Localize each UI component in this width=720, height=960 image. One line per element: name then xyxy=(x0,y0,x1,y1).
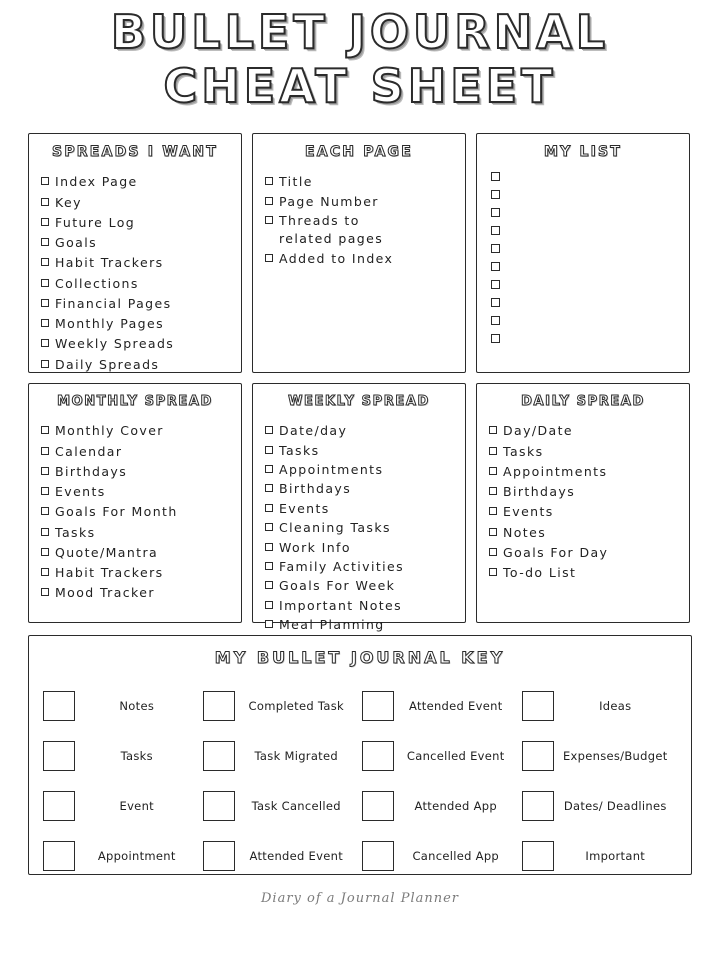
checkbox-icon[interactable] xyxy=(41,548,49,556)
box-title-each-page: EACH PAGE xyxy=(305,144,413,161)
checkbox-icon[interactable] xyxy=(491,172,500,181)
checkbox-icon[interactable] xyxy=(265,543,273,551)
list-item-label: Meal Planning xyxy=(279,617,385,633)
list-item-label: Goals For Day xyxy=(503,544,609,560)
page-title xyxy=(0,0,720,111)
key-entry[interactable] xyxy=(522,781,678,831)
key-symbol-box-icon[interactable] xyxy=(43,841,75,871)
key-entry-label: Attended Event xyxy=(408,699,503,714)
title-line-1: BULLET JOURNAL xyxy=(110,5,610,59)
checkbox-icon[interactable] xyxy=(491,316,500,325)
list-item[interactable] xyxy=(41,523,229,543)
checkbox-icon[interactable] xyxy=(491,244,500,253)
list-item[interactable] xyxy=(265,172,453,191)
checkbox-icon[interactable] xyxy=(265,446,273,454)
checkbox-icon[interactable] xyxy=(41,507,49,515)
list-item[interactable] xyxy=(41,543,229,563)
list-item-label: Important Notes xyxy=(279,597,403,613)
list-item-label: Events xyxy=(279,500,330,516)
key-entry-label: Attended Event xyxy=(249,849,344,864)
list-item[interactable] xyxy=(41,233,229,253)
list-item[interactable] xyxy=(41,482,229,502)
checkbox-icon[interactable] xyxy=(41,258,49,266)
key-entry[interactable] xyxy=(203,831,359,881)
checkbox-icon[interactable] xyxy=(491,334,500,343)
list-item[interactable] xyxy=(41,172,229,192)
checkbox-icon[interactable] xyxy=(265,601,273,609)
list-item-label: Goals For Month xyxy=(55,504,178,520)
key-entry[interactable] xyxy=(203,681,359,731)
list-item-label: Tasks xyxy=(55,524,96,540)
key-symbol-box-icon[interactable] xyxy=(43,791,75,821)
list-item[interactable] xyxy=(265,460,453,479)
key-symbol-box-icon[interactable] xyxy=(362,791,394,821)
box-title-weekly-spread: WEEKLY SPREAD xyxy=(288,394,430,410)
key-entry-label: Appointment xyxy=(97,849,176,864)
checkbox-icon[interactable] xyxy=(265,254,273,262)
key-symbol-box-icon[interactable] xyxy=(203,791,235,821)
list-item-label: Future Log xyxy=(55,214,136,230)
my-list-blank-lines xyxy=(489,172,677,343)
key-title: MY BULLET JOURNAL KEY xyxy=(214,648,506,668)
checkbox-icon[interactable] xyxy=(265,620,273,628)
key-symbol-box-icon[interactable] xyxy=(203,741,235,771)
key-symbol-box-icon[interactable] xyxy=(203,841,235,871)
checkbox-icon[interactable] xyxy=(489,467,497,475)
list-item[interactable] xyxy=(41,314,229,334)
key-symbol-box-icon[interactable] xyxy=(362,841,394,871)
checkbox-icon[interactable] xyxy=(265,426,273,434)
list-item[interactable] xyxy=(41,274,229,294)
list-item[interactable] xyxy=(489,462,677,482)
list-item[interactable] xyxy=(489,543,677,563)
key-entry[interactable] xyxy=(43,731,199,781)
checkbox-icon[interactable] xyxy=(41,426,49,434)
list-item[interactable] xyxy=(41,294,229,314)
list-item-label: Page Number xyxy=(279,193,379,209)
list-item-label: Habit Trackers xyxy=(55,565,164,581)
list-item[interactable] xyxy=(265,479,453,498)
list-item-label: Monthly Pages xyxy=(55,316,164,332)
list-item-label: Quote/Mantra xyxy=(55,544,159,560)
key-symbol-box-icon[interactable] xyxy=(203,691,235,721)
list-item-label: Calendar xyxy=(55,443,123,459)
checkbox-icon[interactable] xyxy=(41,360,49,368)
list-item[interactable] xyxy=(41,355,229,375)
list-item-label: Key xyxy=(55,194,82,210)
each-page-list xyxy=(265,172,453,230)
key-entry[interactable] xyxy=(362,681,518,731)
list-item-label: Events xyxy=(503,504,554,520)
list-item[interactable] xyxy=(265,211,453,230)
checkbox-icon[interactable] xyxy=(491,298,500,307)
list-item[interactable] xyxy=(41,421,229,441)
key-entry-label: Expenses/Budget xyxy=(562,749,668,764)
checkbox-icon[interactable] xyxy=(41,467,49,475)
key-entry[interactable] xyxy=(362,831,518,881)
key-symbol-box-icon[interactable] xyxy=(362,691,394,721)
checkbox-icon[interactable] xyxy=(41,588,49,596)
list-item[interactable] xyxy=(265,615,453,634)
box-daily-spread xyxy=(476,383,690,623)
list-item-label: Index Page xyxy=(55,174,138,190)
list-item[interactable] xyxy=(41,193,229,213)
checkbox-icon[interactable] xyxy=(41,319,49,327)
bullet-journal-key-box xyxy=(28,635,692,875)
spreads-i-want-list xyxy=(41,172,229,375)
list-item-label: Notes xyxy=(503,524,547,540)
box-my-list xyxy=(476,133,690,373)
box-weekly-spread xyxy=(252,383,466,633)
list-item-label: Habit Trackers xyxy=(55,255,164,271)
checkbox-icon[interactable] xyxy=(41,198,49,206)
list-item-label: Cleaning Tasks xyxy=(279,520,391,536)
list-item-label: Monthly Cover xyxy=(55,423,164,439)
list-item-label: Tasks xyxy=(503,443,544,459)
list-item-label: Family Activities xyxy=(279,558,405,574)
key-entry[interactable] xyxy=(43,781,199,831)
box-title-my-list: MY LIST xyxy=(543,144,623,161)
each-page-list-cont xyxy=(265,249,453,268)
key-symbol-box-icon[interactable] xyxy=(522,841,554,871)
checkbox-icon[interactable] xyxy=(41,177,49,185)
list-item[interactable] xyxy=(41,334,229,354)
list-item[interactable] xyxy=(41,442,229,462)
list-item[interactable] xyxy=(41,563,229,583)
list-item-label: Financial Pages xyxy=(55,295,172,311)
checkbox-icon[interactable] xyxy=(489,426,497,434)
list-item[interactable] xyxy=(41,502,229,522)
checkbox-icon[interactable] xyxy=(491,226,500,235)
list-item[interactable] xyxy=(489,502,677,522)
checkbox-icon[interactable] xyxy=(491,190,500,199)
list-item[interactable] xyxy=(41,462,229,482)
key-entry[interactable] xyxy=(43,831,199,881)
list-item-label: Appointments xyxy=(279,462,384,478)
key-entry[interactable] xyxy=(522,681,678,731)
list-item[interactable] xyxy=(265,557,453,576)
list-item-label: Threads to xyxy=(279,213,360,229)
daily-spread-list xyxy=(489,421,677,583)
key-entry-label: Ideas xyxy=(599,699,632,714)
key-entry-label: Task Migrated xyxy=(254,749,338,764)
key-entry-label: Event xyxy=(119,799,154,814)
checkbox-icon[interactable] xyxy=(41,568,49,576)
key-entry-label: Attended App xyxy=(414,799,497,814)
list-item[interactable] xyxy=(265,576,453,595)
checkbox-icon[interactable] xyxy=(41,218,49,226)
list-item-label: Day/Date xyxy=(503,423,573,439)
list-item-label: Title xyxy=(279,174,313,190)
checkbox-icon[interactable] xyxy=(489,548,497,556)
checkbox-icon[interactable] xyxy=(265,523,273,531)
key-symbol-box-icon[interactable] xyxy=(362,741,394,771)
key-entry-label: Dates/ Deadlines xyxy=(563,799,667,814)
checkbox-icon[interactable] xyxy=(489,447,497,455)
checkbox-icon[interactable] xyxy=(491,208,500,217)
key-entry[interactable] xyxy=(203,731,359,781)
list-item-label: Daily Spreads xyxy=(55,356,160,372)
list-item[interactable] xyxy=(265,518,453,537)
key-symbol-box-icon[interactable] xyxy=(522,791,554,821)
checkbox-icon[interactable] xyxy=(265,581,273,589)
checkbox-icon[interactable] xyxy=(265,197,273,205)
checkbox-icon[interactable] xyxy=(489,487,497,495)
checkbox-icon[interactable] xyxy=(265,484,273,492)
checkbox-icon[interactable] xyxy=(265,177,273,185)
box-title-daily-spread: DAILY SPREAD xyxy=(521,394,645,410)
list-item-label: Weekly Spreads xyxy=(55,336,175,352)
list-item[interactable] xyxy=(265,538,453,557)
box-monthly-spread xyxy=(28,383,242,623)
key-entry-label: Task Cancelled xyxy=(251,799,341,814)
list-item-label: Date/day xyxy=(279,423,348,439)
key-entry-label: Important xyxy=(585,849,646,864)
list-item-label: Mood Tracker xyxy=(55,585,155,601)
checkbox-icon[interactable] xyxy=(41,339,49,347)
box-each-page xyxy=(252,133,466,373)
key-entry[interactable] xyxy=(203,781,359,831)
checkbox-icon[interactable] xyxy=(41,279,49,287)
list-item[interactable] xyxy=(265,421,453,440)
list-item[interactable] xyxy=(265,441,453,460)
list-item[interactable] xyxy=(489,563,677,583)
checkbox-icon[interactable] xyxy=(41,528,49,536)
list-item-label: Work Info xyxy=(279,539,351,555)
list-item-label: Events xyxy=(55,484,106,500)
list-item-label: Appointments xyxy=(503,463,608,479)
list-item[interactable] xyxy=(265,192,453,211)
key-entry[interactable] xyxy=(522,731,678,781)
list-item[interactable] xyxy=(41,213,229,233)
list-item-label: Birthdays xyxy=(279,481,352,497)
key-grid xyxy=(43,681,677,881)
list-item[interactable] xyxy=(41,253,229,273)
monthly-spread-list xyxy=(41,421,229,603)
checkbox-icon[interactable] xyxy=(265,504,273,512)
key-entry-label: Tasks xyxy=(120,749,153,764)
key-entry-label: Cancelled Event xyxy=(406,749,505,764)
list-item[interactable] xyxy=(489,442,677,462)
list-item-label: Birthdays xyxy=(55,463,128,479)
list-item[interactable] xyxy=(41,583,229,603)
weekly-spread-list xyxy=(265,421,453,634)
list-item[interactable] xyxy=(265,249,453,268)
key-entry-label: Completed Task xyxy=(248,699,344,714)
key-entry[interactable] xyxy=(43,681,199,731)
key-symbol-box-icon[interactable] xyxy=(522,691,554,721)
box-spreads-i-want xyxy=(28,133,242,373)
list-item-label: To-do List xyxy=(503,565,577,581)
checkbox-icon[interactable] xyxy=(489,528,497,536)
key-symbol-box-icon[interactable] xyxy=(43,691,75,721)
list-item[interactable] xyxy=(489,421,677,441)
checkbox-icon[interactable] xyxy=(265,465,273,473)
key-symbol-box-icon[interactable] xyxy=(43,741,75,771)
list-item[interactable] xyxy=(265,499,453,518)
list-item-label: Added to Index xyxy=(279,251,394,267)
checkbox-icon[interactable] xyxy=(41,447,49,455)
checkbox-icon[interactable] xyxy=(489,507,497,515)
each-page-subline: related pages xyxy=(279,231,384,247)
list-item-label: Collections xyxy=(55,275,139,291)
list-item-label: Tasks xyxy=(279,442,320,458)
key-entry-label: Cancelled App xyxy=(412,849,500,864)
checkbox-icon[interactable] xyxy=(265,216,273,224)
spreads-grid xyxy=(28,133,692,633)
checkbox-icon[interactable] xyxy=(489,568,497,576)
key-symbol-box-icon[interactable] xyxy=(522,741,554,771)
list-item[interactable] xyxy=(265,596,453,615)
checkbox-icon[interactable] xyxy=(41,487,49,495)
checkbox-icon[interactable] xyxy=(41,238,49,246)
list-item[interactable] xyxy=(489,523,677,543)
title-line-2: CHEAT SHEET xyxy=(163,58,557,113)
checkbox-icon[interactable] xyxy=(491,280,500,289)
box-title-monthly-spread: MONTHLY SPREAD xyxy=(57,394,213,410)
checkbox-icon[interactable] xyxy=(41,299,49,307)
checkbox-icon[interactable] xyxy=(265,562,273,570)
checkbox-icon[interactable] xyxy=(491,262,500,271)
key-entry-label: Notes xyxy=(119,699,155,714)
footer-credit: Diary of a Journal Planner xyxy=(260,891,460,907)
key-entry[interactable] xyxy=(362,731,518,781)
box-title-spreads-i-want: SPREADS I WANT xyxy=(52,144,218,161)
list-item-label: Goals For Week xyxy=(279,578,396,594)
key-entry[interactable] xyxy=(362,781,518,831)
list-item-label: Goals xyxy=(55,235,97,251)
list-item-label: Birthdays xyxy=(503,484,576,500)
list-item[interactable] xyxy=(489,482,677,502)
key-entry[interactable] xyxy=(522,831,678,881)
